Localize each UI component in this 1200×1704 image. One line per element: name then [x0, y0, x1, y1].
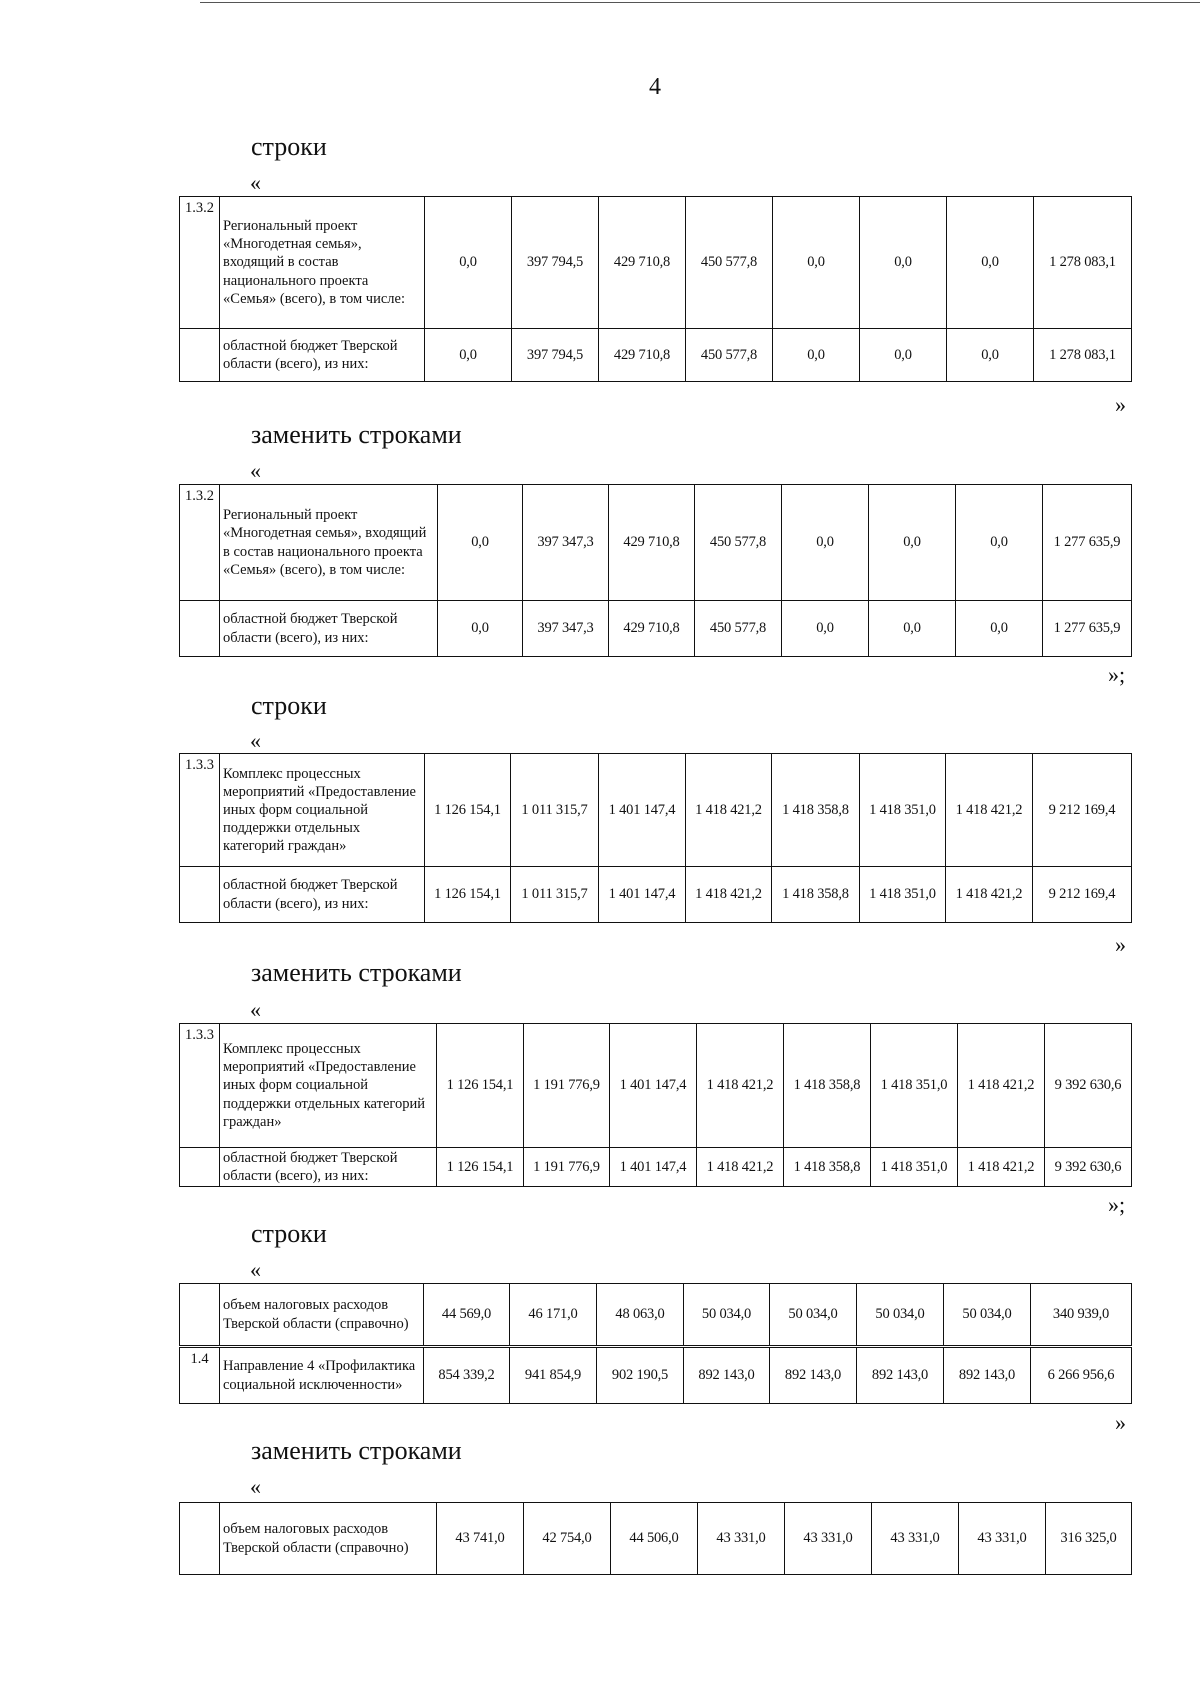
value-cell: 46 171,0: [510, 1284, 597, 1347]
value-cell: 1 011 315,7: [511, 754, 599, 867]
value-cell: 0,0: [956, 485, 1043, 601]
value-cell: 1 126 154,1: [437, 1024, 524, 1148]
quote-open: «: [250, 997, 261, 1022]
value-cell: 450 577,8: [695, 485, 782, 601]
total-cell: 9 392 630,6: [1045, 1148, 1132, 1187]
value-cell: 450 577,8: [686, 329, 773, 382]
value-cell: 1 418 421,2: [958, 1148, 1045, 1187]
value-cell: 0,0: [860, 197, 947, 329]
table-row: [180, 1347, 1132, 1404]
value-cell: 1 191 776,9: [524, 1024, 610, 1148]
value-cell: 892 143,0: [770, 1347, 857, 1404]
row-name: Направление 4 «Профилактика социальной исключенности»: [220, 1347, 424, 1404]
row-name: Комплекс процессных мероприятий «Предоставление иных форм социальной поддержки отдельных категорий граждан»: [220, 754, 425, 867]
value-cell: 1 126 154,1: [437, 1148, 524, 1187]
value-cell: 43 331,0: [959, 1503, 1046, 1575]
total-cell: 9 212 169,4: [1033, 754, 1132, 867]
value-cell: 1 401 147,4: [599, 867, 686, 923]
value-cell: 50 034,0: [857, 1284, 944, 1347]
row-name: Региональный проект «Многодетная семья», входящий в состав национального проекта «Семья» (всего), в том числе:: [220, 485, 438, 601]
value-cell: 429 710,8: [609, 601, 695, 657]
total-cell: 6 266 956,6: [1031, 1347, 1132, 1404]
value-cell: 892 143,0: [857, 1347, 944, 1404]
row-number: 1.4: [180, 1347, 220, 1404]
table-row: [180, 1503, 1132, 1575]
budget-table: [179, 484, 1132, 657]
value-cell: 941 854,9: [510, 1347, 597, 1404]
top-border-line: [200, 2, 1200, 3]
value-cell: 429 710,8: [599, 197, 686, 329]
value-cell: 1 418 358,8: [772, 867, 860, 923]
value-cell: 397 347,3: [523, 601, 609, 657]
value-cell: 1 418 421,2: [686, 867, 772, 923]
quote-close: »: [1115, 392, 1126, 417]
block-heading: строки: [251, 132, 327, 161]
value-cell: 1 011 315,7: [511, 867, 599, 923]
row-number: 1.3.2: [180, 485, 220, 601]
value-cell: 1 418 421,2: [686, 754, 772, 867]
table-row: [180, 197, 1132, 329]
value-cell: 397 794,5: [512, 329, 599, 382]
block-heading: строки: [251, 1219, 327, 1248]
value-cell: 1 418 351,0: [860, 754, 946, 867]
value-cell: 1 418 358,8: [784, 1148, 871, 1187]
value-cell: 0,0: [869, 601, 956, 657]
value-cell: 1 401 147,4: [610, 1148, 697, 1187]
value-cell: 1 418 358,8: [772, 754, 860, 867]
value-cell: 450 577,8: [686, 197, 773, 329]
block-heading: заменить строками: [251, 1436, 462, 1465]
value-cell: 0,0: [425, 329, 512, 382]
total-cell: 1 278 083,1: [1034, 197, 1132, 329]
value-cell: 397 347,3: [523, 485, 609, 601]
value-cell: 1 418 421,2: [946, 867, 1033, 923]
total-cell: 1 277 635,9: [1043, 601, 1132, 657]
value-cell: 0,0: [947, 329, 1034, 382]
value-cell: 50 034,0: [770, 1284, 857, 1347]
total-cell: 1 278 083,1: [1034, 329, 1132, 382]
value-cell: 44 569,0: [424, 1284, 510, 1347]
table-row: [180, 601, 1132, 657]
row-name: областной бюджет Тверской области (всего), из них:: [220, 1148, 437, 1187]
value-cell: 43 331,0: [698, 1503, 785, 1575]
page-number: 4: [649, 74, 661, 100]
quote-close: »: [1115, 1410, 1126, 1435]
value-cell: 43 331,0: [872, 1503, 959, 1575]
row-name: Комплекс процессных мероприятий «Предоставление иных форм социальной поддержки отдельных категорий граждан»: [220, 1024, 437, 1148]
value-cell: 0,0: [438, 485, 523, 601]
quote-open: «: [250, 1257, 261, 1282]
budget-table: [179, 1023, 1132, 1187]
row-number: [180, 1284, 220, 1347]
quote-open: «: [250, 458, 261, 483]
value-cell: 397 794,5: [512, 197, 599, 329]
block-heading: строки: [251, 691, 327, 720]
value-cell: 50 034,0: [944, 1284, 1031, 1347]
value-cell: 0,0: [438, 601, 523, 657]
quote-close: »;: [1108, 662, 1126, 687]
total-cell: 1 277 635,9: [1043, 485, 1132, 601]
block-heading: заменить строками: [251, 420, 462, 449]
value-cell: 1 126 154,1: [425, 754, 511, 867]
row-number: [180, 1148, 220, 1187]
total-cell: 9 212 169,4: [1033, 867, 1132, 923]
value-cell: 0,0: [773, 329, 860, 382]
table-row: [180, 754, 1132, 867]
table-row: [180, 329, 1132, 382]
row-name: областной бюджет Тверской области (всего), из них:: [220, 601, 438, 657]
value-cell: 1 418 421,2: [958, 1024, 1045, 1148]
value-cell: 1 418 351,0: [871, 1024, 958, 1148]
value-cell: 43 331,0: [785, 1503, 872, 1575]
value-cell: 429 710,8: [609, 485, 695, 601]
value-cell: 0,0: [947, 197, 1034, 329]
value-cell: 50 034,0: [684, 1284, 770, 1347]
budget-table: [179, 196, 1132, 382]
value-cell: 43 741,0: [437, 1503, 524, 1575]
value-cell: 42 754,0: [524, 1503, 611, 1575]
table-row: [180, 867, 1132, 923]
budget-table: [179, 753, 1132, 923]
value-cell: 1 126 154,1: [425, 867, 511, 923]
table-row: [180, 485, 1132, 601]
row-number: 1.3.3: [180, 1024, 220, 1148]
quote-close: »: [1115, 932, 1126, 957]
quote-open: «: [250, 728, 261, 753]
quote-close: »;: [1108, 1192, 1126, 1217]
value-cell: 0,0: [869, 485, 956, 601]
row-number: [180, 329, 220, 382]
value-cell: 854 339,2: [424, 1347, 510, 1404]
row-name: областной бюджет Тверской области (всего), из них:: [220, 867, 425, 923]
quote-open: «: [250, 170, 261, 195]
value-cell: 44 506,0: [611, 1503, 698, 1575]
value-cell: 429 710,8: [599, 329, 686, 382]
total-cell: 316 325,0: [1046, 1503, 1132, 1575]
row-number: [180, 867, 220, 923]
table-row: [180, 1148, 1132, 1187]
value-cell: 48 063,0: [597, 1284, 684, 1347]
total-cell: 9 392 630,6: [1045, 1024, 1132, 1148]
value-cell: 892 143,0: [944, 1347, 1031, 1404]
value-cell: 1 418 351,0: [871, 1148, 958, 1187]
table-row: [180, 1284, 1132, 1347]
value-cell: 902 190,5: [597, 1347, 684, 1404]
value-cell: 892 143,0: [684, 1347, 770, 1404]
budget-table: [179, 1502, 1132, 1575]
value-cell: 0,0: [860, 329, 947, 382]
value-cell: 0,0: [782, 485, 869, 601]
row-name: объем налоговых расходов Тверской области (справочно): [220, 1284, 424, 1347]
value-cell: 1 418 421,2: [697, 1024, 784, 1148]
row-number: 1.3.2: [180, 197, 220, 329]
value-cell: 1 418 351,0: [860, 867, 946, 923]
quote-open: «: [250, 1474, 261, 1499]
value-cell: 1 418 421,2: [697, 1148, 784, 1187]
row-name: объем налоговых расходов Тверской области (справочно): [220, 1503, 437, 1575]
row-name: Региональный проект «Многодетная семья», входящий в состав национального проекта «Семья» (всего), в том числе:: [220, 197, 425, 329]
budget-table: [179, 1283, 1132, 1404]
value-cell: 1 418 421,2: [946, 754, 1033, 867]
value-cell: 0,0: [782, 601, 869, 657]
total-cell: 340 939,0: [1031, 1284, 1132, 1347]
value-cell: 1 401 147,4: [599, 754, 686, 867]
block-heading: заменить строками: [251, 958, 462, 987]
value-cell: 0,0: [425, 197, 512, 329]
value-cell: 0,0: [956, 601, 1043, 657]
value-cell: 1 191 776,9: [524, 1148, 610, 1187]
value-cell: 450 577,8: [695, 601, 782, 657]
row-number: [180, 601, 220, 657]
value-cell: 0,0: [773, 197, 860, 329]
row-number: 1.3.3: [180, 754, 220, 867]
row-number: [180, 1503, 220, 1575]
value-cell: 1 401 147,4: [610, 1024, 697, 1148]
row-name: областной бюджет Тверской области (всего), из них:: [220, 329, 425, 382]
value-cell: 1 418 358,8: [784, 1024, 871, 1148]
table-row: [180, 1024, 1132, 1148]
